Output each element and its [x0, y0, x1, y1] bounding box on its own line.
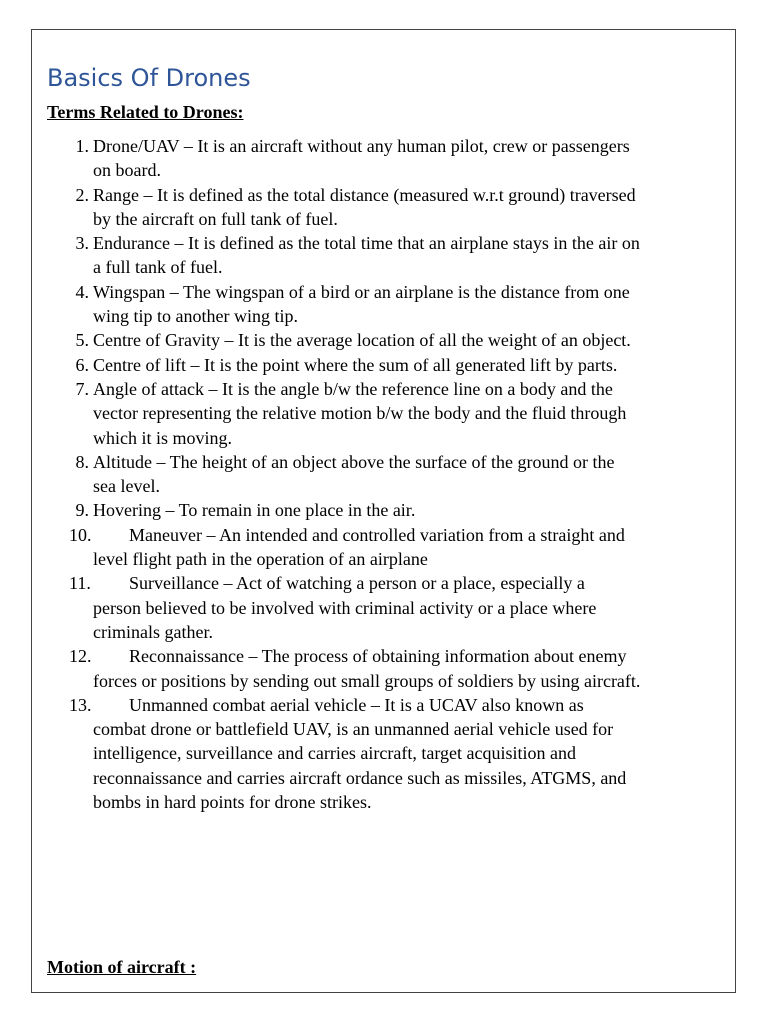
list-item: [0, 644, 728, 693]
list-item: [0, 353, 728, 377]
list-item-text-line: Drone/UAV – It is an aircraft without any human pilot, crew or passengers: [93, 136, 630, 156]
list-item-text-line: Surveillance – Act of watching a person or a place, especially a: [93, 573, 585, 594]
list-item-number: 11.: [69, 573, 91, 594]
list-item: [0, 280, 728, 329]
list-item-text-line: bombs in hard points for drone strikes.: [93, 792, 372, 813]
list-item-number: 9.: [75, 500, 89, 521]
list-item: [0, 231, 728, 280]
list-item-text-line: vector representing the relative motion b/w the body and the fluid through: [93, 403, 627, 424]
list-item-number: 7.: [75, 378, 89, 399]
list-item-number: 10.: [69, 524, 92, 545]
list-item-text-line: Reconnaissance – The process of obtaining information about enemy: [93, 646, 627, 667]
list-item-number: 5.: [75, 330, 89, 351]
list-item: [0, 571, 728, 644]
list-item-text-line: level flight path in the operation of an airplane: [93, 549, 428, 570]
list-item-number: 8.: [75, 451, 89, 472]
list-item-text-line: which it is moving.: [93, 427, 232, 448]
list-item: [0, 450, 728, 499]
motion-section-heading: Motion of aircraft :: [47, 957, 197, 977]
list-item-text-line: a full tank of fuel.: [93, 257, 223, 278]
list-item-number: 1.: [75, 136, 89, 156]
list-item-text-line: Centre of Gravity – It is the average location of all the weight of an object.: [93, 330, 631, 351]
list-item: [0, 134, 728, 183]
document-title: Basics Of Drones: [47, 64, 251, 92]
list-item-text-line: Centre of lift – It is the point where the sum of all generated lift by parts.: [93, 354, 618, 375]
list-item-text-line: Maneuver – An intended and controlled variation from a straight and: [93, 524, 625, 545]
list-item-number: 6.: [75, 354, 89, 375]
list-item-text-line: combat drone or battlefield UAV, is an unmanned aerial vehicle used for: [93, 719, 614, 740]
list-item-number: 4.: [75, 281, 89, 302]
list-item-number: 12.: [69, 646, 92, 667]
list-item-text-line: sea level.: [93, 476, 160, 497]
list-item-text-line: Wingspan – The wingspan of a bird or an airplane is the distance from one: [93, 281, 630, 302]
list-item-text-line: on board.: [93, 160, 161, 181]
list-item-text-line: person believed to be involved with criminal activity or a place where: [93, 597, 597, 618]
list-item-number: 3.: [75, 233, 89, 254]
list-item-text-line: Altitude – The height of an object above the surface of the ground or the: [93, 451, 615, 472]
list-item-text-line: by the aircraft on full tank of fuel.: [93, 208, 338, 229]
list-item: [0, 328, 728, 352]
terms-section-heading: Terms Related to Drones:: [47, 102, 244, 122]
list-item-text-line: reconnaissance and carries aircraft ordance such as missiles, ATGMS, and: [93, 767, 627, 788]
list-item: [0, 498, 728, 522]
list-item: [0, 693, 728, 814]
list-item-text-line: forces or positions by sending out small groups of soldiers by using aircraft.: [93, 670, 641, 691]
list-item-text-line: criminals gather.: [93, 621, 213, 642]
list-item: [0, 523, 728, 572]
list-item: [0, 183, 728, 232]
list-item-text-line: Angle of attack – It is the angle b/w the reference line on a body and the: [93, 378, 613, 399]
list-item-text-line: Hovering – To remain in one place in the air.: [93, 500, 416, 521]
list-item-text-line: Range – It is defined as the total distance (measured w.r.t ground) traversed: [93, 184, 636, 205]
list-item: [0, 377, 728, 450]
terms-list: [0, 134, 728, 814]
list-item-text-line: Endurance – It is defined as the total time that an airplane stays in the air on: [93, 233, 640, 254]
list-item-text-line: wing tip to another wing tip.: [93, 306, 298, 327]
list-item-text-line: Unmanned combat aerial vehicle – It is a UCAV also known as: [93, 694, 584, 715]
list-item-number: 2.: [75, 184, 89, 205]
list-item-text-line: intelligence, surveillance and carries aircraft, target acquisition and: [93, 743, 576, 764]
list-item-number: 13.: [69, 694, 92, 715]
